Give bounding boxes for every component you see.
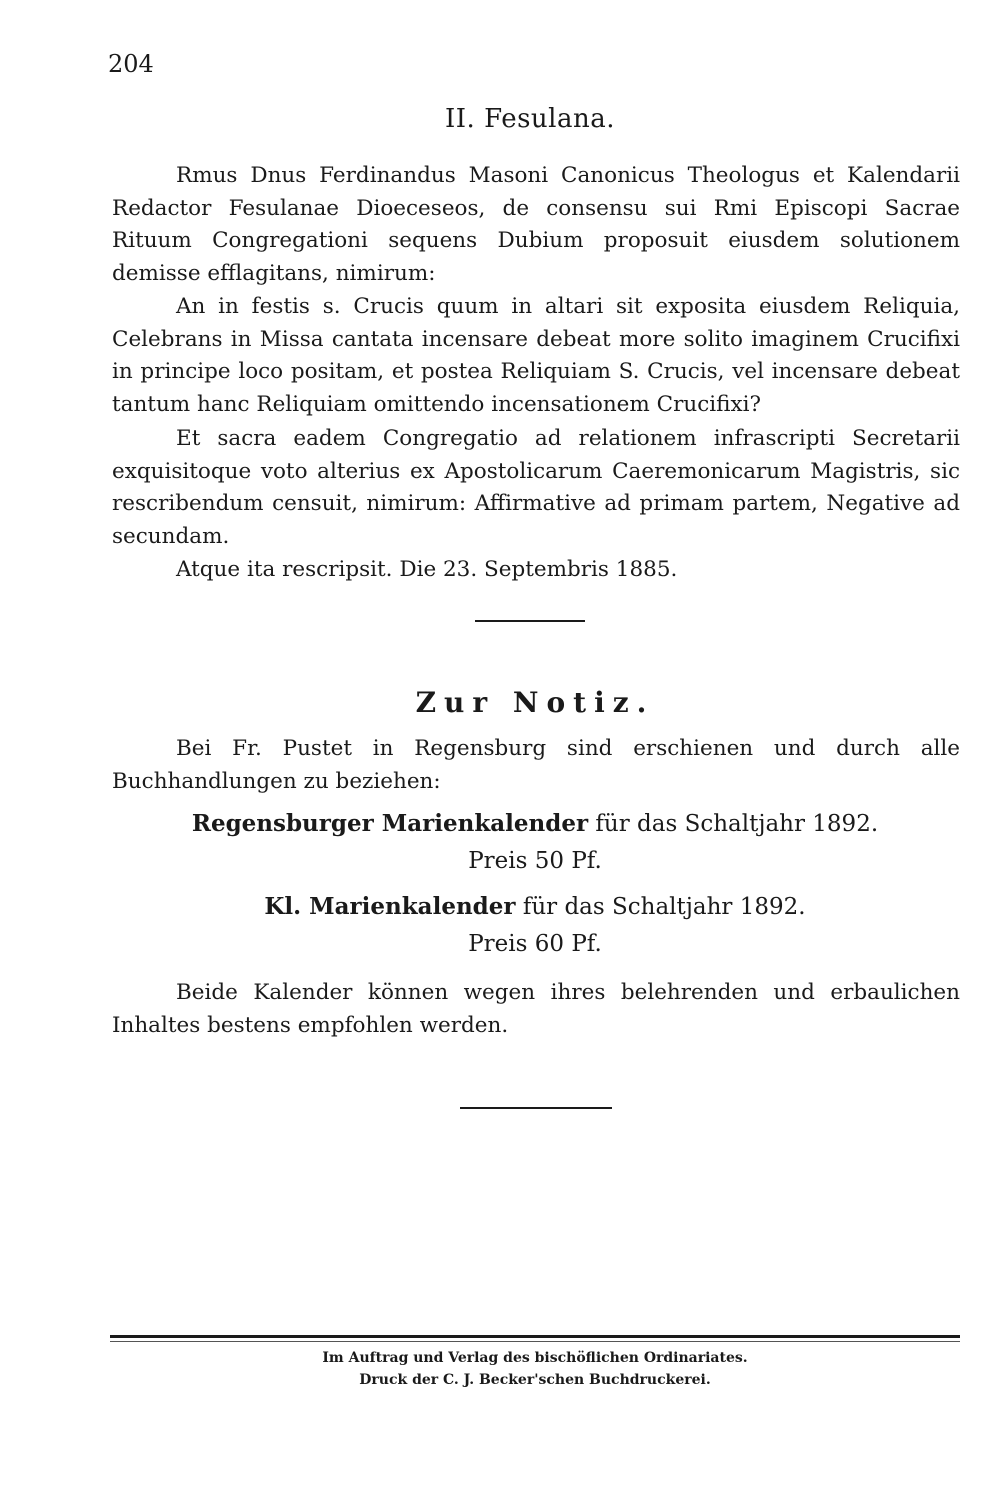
paragraph-response [112, 423, 960, 553]
notice-heading: Zur Notiz. [415, 686, 655, 719]
paragraph-text: Et sacra eadem Congregatio ad relationem infrascripti Secretarii exquisitoque voto alterius ex Apostolicarum Caeremonicarum Magistris, sic rescribendum censuit, nimirum: Affirmative ad primam partem, Negative ad secundam. [112, 426, 960, 549]
footer-rule-thin [110, 1341, 960, 1342]
book1-title: Regensburger Marienkalender [191, 810, 589, 837]
page-number: 204 [108, 50, 154, 78]
divider-rule [475, 620, 585, 622]
paragraph-text: Atque ita rescripsit. Die 23. Septembris 1885. [176, 557, 678, 582]
paragraph-date [112, 554, 960, 587]
book1-rest: für das Schaltjahr 1892. [588, 811, 879, 837]
book2-title: Kl. Marienkalender [264, 893, 516, 920]
paragraph-question [112, 291, 960, 421]
notice-intro [112, 733, 960, 798]
book1-line [0, 810, 1000, 837]
notice-closing [112, 977, 960, 1042]
section-heading: II. Fesulana. [445, 104, 615, 134]
notice-closing-text: Beide Kalender können wegen ihres belehrenden und erbaulichen Inhaltes bestens empfohlen werden. [112, 980, 960, 1038]
book1-price: Preis 50 Pf. [468, 848, 602, 874]
footer-publisher: Im Auftrag und Verlag des bischöflichen Ordinariates. [322, 1350, 748, 1366]
book2-line [0, 893, 1000, 920]
paragraph-text: Rmus Dnus Ferdinandus Masoni Canonicus Theologus et Kalendarii Redactor Fesulanae Dioeceseos, de consensu sui Rmi Episcopi Sacrae Rituum Congregationi sequens Dubium proposuit eiusdem solutionem demisse efflagitans, nimirum: [112, 163, 960, 286]
paragraph-petition [112, 160, 960, 290]
footer-rule [110, 1335, 960, 1338]
book2-price: Preis 60 Pf. [468, 931, 602, 957]
divider-rule [460, 1107, 612, 1109]
paragraph-text: An in festis s. Crucis quum in altari sit exposita eiusdem Reliquia, Celebrans in Missa cantata incensare debeat more solito imaginem Crucifixi in principe loco positam, et postea Reliquiam S. Crucis, vel incensare debeat tantum hanc Reliquiam omittendo incensationem Crucifixi? [112, 294, 960, 417]
notice-intro-text: Bei Fr. Pustet in Regensburg sind erschienen und durch alle Buchhandlungen zu beziehen: [112, 736, 960, 794]
footer-printer: Druck der C. J. Becker'schen Buchdruckerei. [359, 1372, 711, 1388]
book2-rest: für das Schaltjahr 1892. [515, 894, 806, 920]
